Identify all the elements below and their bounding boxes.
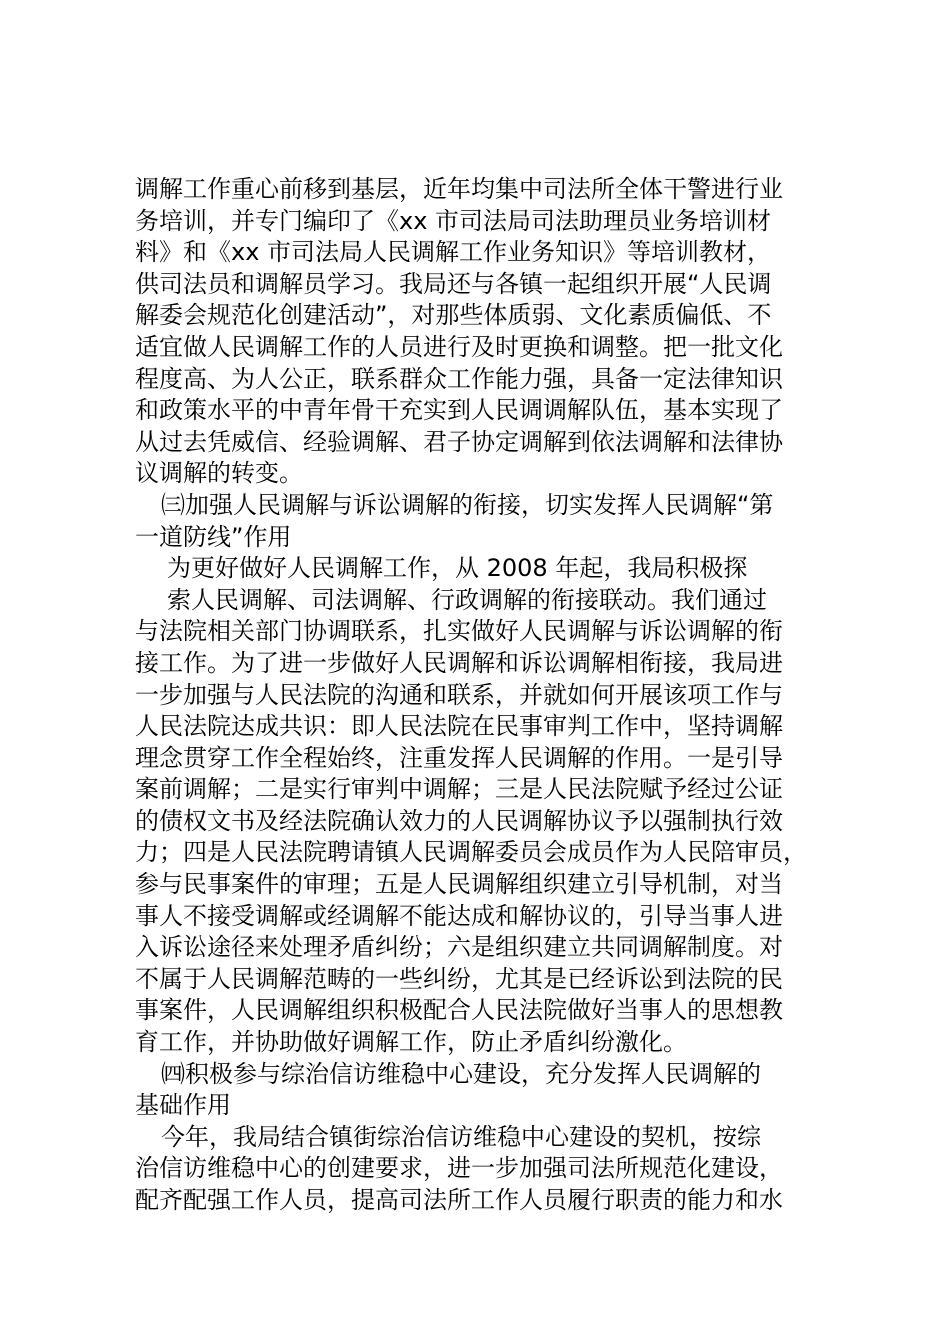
text-line: 解委会规范化创建活动”，对那些体质弱、文化素质偏低、不 bbox=[135, 301, 772, 330]
text-line: 议调解的转变。 bbox=[135, 459, 303, 488]
text-line: 事人不接受调解或经调解不能达成和解协议的，引导当事人进 bbox=[135, 901, 783, 930]
text-line: 事案件，人民调解组织积极配合人民法院做好当事人的思想教 bbox=[135, 996, 783, 1025]
text-line: 理念贯穿工作全程始终，注重发挥人民调解的作用。一是引导 bbox=[135, 743, 783, 772]
section-heading-3: ㈢加强人民调解与诉讼调解的衔接，切实发挥人民调解“第 bbox=[161, 490, 774, 519]
text-line: 今年，我局结合镇街综治信访维稳中心建设的契机，按综 bbox=[161, 1122, 761, 1151]
text-line: 接工作。为了进一步做好人民调解和诉讼调解相衔接，我局进 bbox=[135, 648, 783, 677]
text-line: 从过去凭威信、经验调解、君子协定调解到依法调解和法律协 bbox=[135, 427, 783, 456]
text-line: 一步加强与人民法院的沟通和联系，并就如何开展该项工作与 bbox=[135, 680, 783, 709]
text-line: 力；四是人民法院聘请镇人民调解委员会成员作为人民陪审员， bbox=[135, 838, 807, 867]
text-line: 配齐配强工作人员，提高司法所工作人员履行职责的能力和水 bbox=[135, 1186, 783, 1214]
text-line: 料》和《xx 市司法局人民调解工作业务知识》等培训教材， bbox=[135, 238, 772, 267]
text-line: 育工作，并协助做好调解工作，防止矛盾纠纷激化。 bbox=[135, 1028, 687, 1057]
text-line: 的债权文书及经法院确认效力的人民调解协议予以强制执行效 bbox=[135, 806, 783, 835]
text-line: 程度高、为人公正，联系群众工作能力强，具备一定法律知识 bbox=[135, 364, 783, 393]
section-heading-3-cont: 一道防线”作用 bbox=[135, 522, 292, 551]
text-line: 适宜做人民调解工作的人员进行及时更换和调整。把一批文化 bbox=[135, 332, 783, 361]
text-line: 调解工作重心前移到基层，近年均集中司法所全体干警进行业 bbox=[135, 175, 783, 203]
section-heading-4-cont: 基础作用 bbox=[135, 1091, 231, 1120]
section-heading-4: ㈣积极参与综治信访维稳中心建设，充分发挥人民调解的 bbox=[161, 1059, 761, 1088]
body-text bbox=[135, 174, 855, 1217]
text-line: 案前调解；二是实行审判中调解；三是人民法院赋予经过公证 bbox=[135, 775, 783, 804]
text-line: 务培训，并专门编印了《xx 市司法局司法助理员业务培训材 bbox=[135, 206, 772, 235]
text-line: 不属于人民调解范畴的一些纠纷，尤其是已经诉讼到法院的民 bbox=[135, 964, 783, 993]
text-line: 与法院相关部门协调联系，扎实做好人民调解与诉讼调解的衔 bbox=[135, 617, 783, 646]
text-line: 和政策水平的中青年骨干充实到人民调调解队伍，基本实现了 bbox=[135, 396, 783, 425]
text-line: 供司法员和调解员学习。我局还与各镇一起组织开展“人民调 bbox=[135, 269, 772, 298]
text-line: 参与民事案件的审理；五是人民调解组织建立引导机制，对当 bbox=[135, 870, 783, 899]
text-line: 入诉讼途径来处理矛盾纠纷；六是组织建立共同调解制度。对 bbox=[135, 933, 783, 962]
text-line: 索人民调解、司法调解、行政调解的衔接联动。我们通过 bbox=[167, 585, 767, 614]
text-line: 治信访维稳中心的创建要求，进一步加强司法所规范化建设， bbox=[135, 1154, 783, 1183]
text-line: 人民法院达成共识：即人民法院在民事审判工作中，坚持调解 bbox=[135, 712, 783, 741]
text-line: 为更好做好人民调解工作，从 2008 年起，我局积极探 bbox=[167, 554, 748, 583]
